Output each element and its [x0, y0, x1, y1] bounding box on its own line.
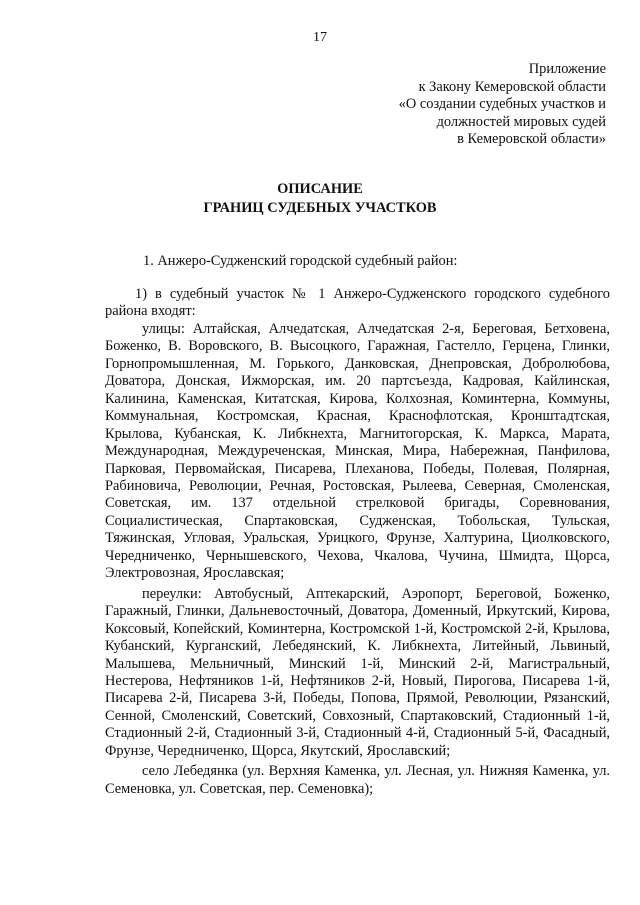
heading-subtitle: ГРАНИЦ СУДЕБНЫХ УЧАСТКОВ — [203, 200, 437, 216]
appendix-line: «О создании судебных участков и — [398, 96, 606, 112]
lanes-paragraph: переулки: Автобусный, Аптекарский, Аэропорт, Береговой, Боженко, Гаражный, Глинки, Дальневосточный, Доватора, Доменный, Иркутский, Кирова, Коксовый, Копейский, Коминтерна, Костромской 1-й, Костромской 2-й, Крылова, Кубанский, Курганский, Лебедянский, К. Либкнехта, Литейный, Львиный, Малышева, Мельничный, Минский 1-й, Минский 2-й, Магистральный, Нестерова, Нефтяников 1-й, Нефтяников 2-й, Новый, Пирогова, Писарева 1-й, Писарева 2-й, Писарева 3-й, Победы, Попова, Прямой, Революции, Рязанский, Сенной, Смоленский, Советский, Совхозный, Спартаковский, Стадионный 1-й, Стадионный 2-й, Стадионный 3-й, Стадионный 4-й, Стадионный 5-й, Фасадный, Фрунзе, Чередниченко, Щорса, Якутский, Ярославский; — [105, 585, 610, 759]
section-intro: 1) в судебный участок № 1 Анжеро-Судженского городского судебного района входят: — [105, 286, 610, 320]
district-title: 1. Анжеро-Судженский городской судебный район: — [143, 253, 458, 269]
streets-paragraph: улицы: Алтайская, Алчедатская, Алчедатская 2-я, Береговая, Бетховена, Боженко, В. Воровского, В. Высоцкого, Гаражная, Гастелло, Герцена, Глинки, Горнопромышленная, М. Горького, Данковская, Днепровская, Добролюбова, Доватора, Донская, Ижморская, им. 20 партсъезда, Кадровая, Кайлинская, Калинина, Каменская, Китатская, Кирова, Колхозная, Коминтерна, Коммуны, Коммунальная, Костромская, Красная, Краснофлотская, Кронштадтская, Крылова, Кубанская, К. Либкнехта, Магнитогорская, К. Маркса, Марата, Международная, Междуреченская, Минская, Мира, Набережная, Панфилова, Парковая, Первомайская, Писарева, Плеханова, Победы, Полевая, Полярная, Рабиновича, Революции, Речная, Ростовская, Рылеева, Северная, Смоленская, Советская, им. 137 отдельной стрелковой бригады, Соревнования, Социалистическая, Спартаковская, Судженская, Тобольская, Тульская, Тяжинская, Угловая, Уральская, Урицкого, Фрунзе, Халтурина, Циолковского, Чередниченко, Чернышевского, Чехова, Чкалова, Чучина, Шмидта, Щорса, Электровозная, Ярославская; — [105, 320, 610, 582]
page-number: 17 — [313, 30, 327, 45]
section-body — [105, 286, 610, 798]
appendix-block — [399, 61, 606, 149]
appendix-line: должностей мировых судей — [436, 113, 606, 130]
appendix-line: Приложение — [528, 61, 606, 77]
appendix-line: к Закону Кемеровской области — [418, 78, 606, 95]
heading-title: ОПИСАНИЕ — [277, 181, 363, 197]
village-paragraph: село Лебедянка (ул. Верхняя Каменка, ул. Лесная, ул. Нижняя Каменка, ул. Семеновка, ул. Советская, пер. Семеновка); — [105, 763, 610, 797]
document-heading — [0, 180, 640, 218]
appendix-line: в Кемеровской области» — [457, 131, 606, 147]
